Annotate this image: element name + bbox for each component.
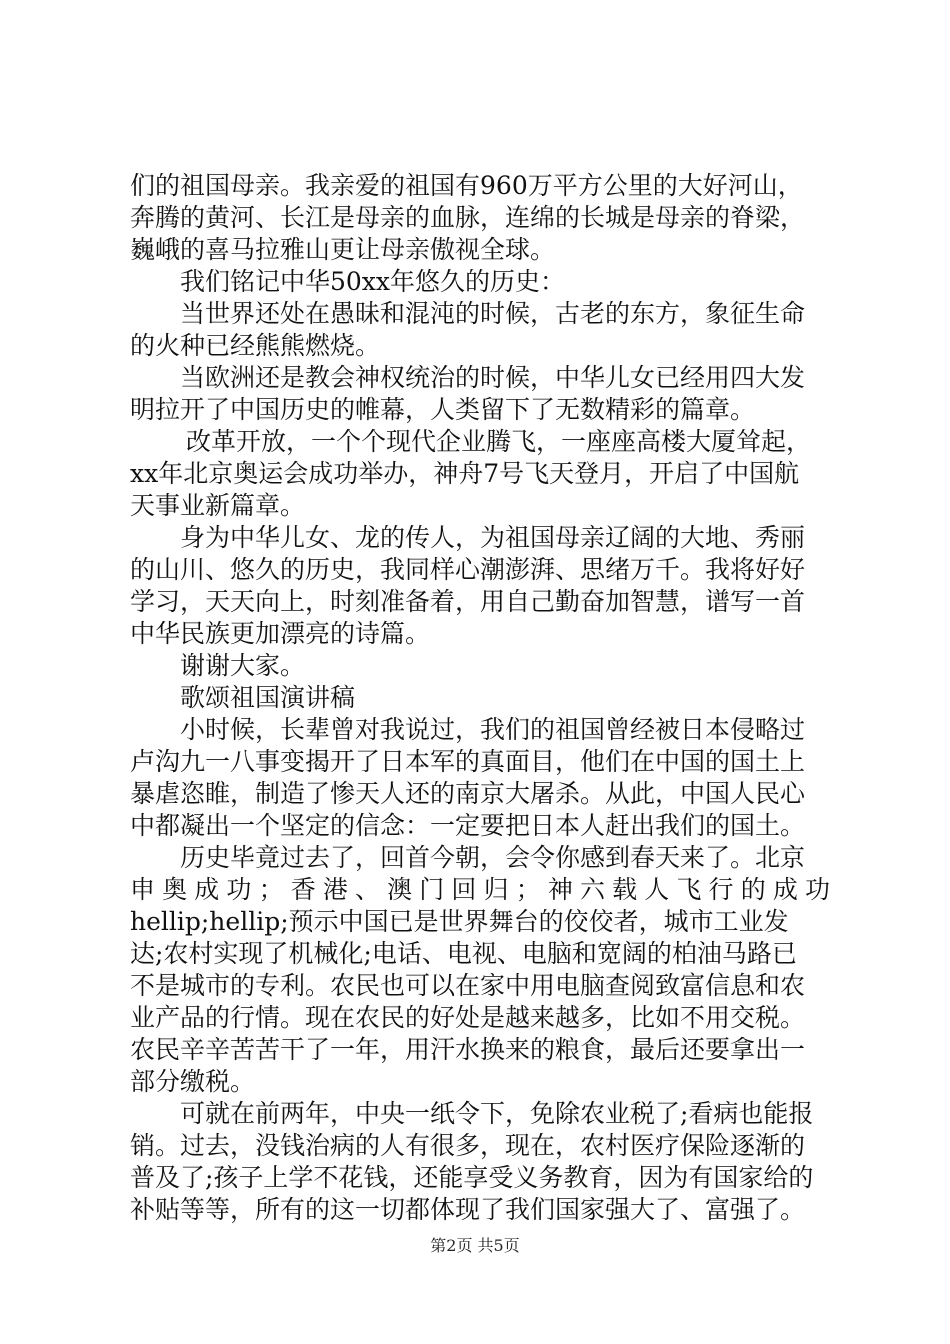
- section-title: 歌颂祖国演讲稿: [180, 683, 356, 712]
- text-line: 销。过去，没钱治病的人有很多，现在，农村医疗保险逐渐的: [130, 1131, 806, 1160]
- text-line: 小时候，长辈曾对我说过，我们的祖国曾经被日本侵略过: [180, 715, 806, 744]
- text-line: 农民辛辛苦苦干了一年，用汗水换来的粮食，最后还要拿出一: [130, 1035, 806, 1064]
- text-line: 中都凝出一个坚定的信念：一定要把日本人赶出我们的国土。: [130, 811, 806, 840]
- text-line: 谢谢大家。: [180, 651, 306, 680]
- text-line: 的山川、悠久的历史，我同样心潮澎湃、思绪万千。我将好好: [130, 555, 806, 584]
- text-line: 暴虐恣睢，制造了惨天人还的南京大屠杀。从此，中国人民心: [130, 779, 806, 808]
- text-line: 巍峨的喜马拉雅山更让母亲傲视全球。: [130, 235, 556, 264]
- text-line: 部分缴税。: [130, 1067, 256, 1096]
- text-line: 普及了;孩子上学不花钱，还能享受义务教育，因为有国家给的: [130, 1163, 814, 1192]
- text-line: 不是城市的专利。农民也可以在家中用电脑查阅致富信息和农: [130, 971, 806, 1000]
- text-line: 中华民族更加漂亮的诗篇。: [130, 619, 431, 648]
- text-line: 改革开放，一个个现代企业腾飞，一座座高楼大厦耸起，: [186, 427, 812, 456]
- text-line: 补贴等等，所有的这一切都体现了我们国家强大了、富强了。: [130, 1195, 806, 1224]
- text-line: 学习，天天向上，时刻准备着，用自己勤奋加智慧，谱写一首: [130, 587, 806, 616]
- text-line: 历史毕竟过去了，回首今朝，会令你感到春天来了。北京: [180, 843, 806, 872]
- text-line: 天事业新篇章。: [130, 491, 306, 520]
- text-line: 们的祖国母亲。我亲爱的祖国有960万平方公里的大好河山，: [130, 171, 803, 200]
- document-body: [130, 170, 830, 1226]
- text-line: 卢沟九一八事变揭开了日本军的真面目，他们在中国的国土上: [130, 747, 806, 776]
- text-line: xx年北京奥运会成功举办，神舟7号飞天登月，开启了中国航: [130, 459, 800, 488]
- text-line: 的火种已经熊熊燃烧。: [130, 331, 381, 360]
- text-line: 奔腾的黄河、长江是母亲的血脉，连绵的长城是母亲的脊梁，: [130, 203, 806, 232]
- text-line: 可就在前两年，中央一纸令下，免除农业税了;看病也能报: [180, 1099, 814, 1128]
- text-line: hellip;hellip;预示中国已是世界舞台的佼佼者，城市工业发: [130, 907, 789, 936]
- text-line: 当世界还处在愚昧和混沌的时候，古老的东方，象征生命: [180, 299, 806, 328]
- text-line: 申奥成功；香港、澳门回归；神六载人飞行的成功: [130, 875, 830, 904]
- text-line: 当欧洲还是教会神权统治的时候，中华儿女已经用四大发: [180, 363, 806, 392]
- text-line: 明拉开了中国历史的帷幕，人类留下了无数精彩的篇章。: [130, 395, 756, 424]
- text-line: 身为中华儿女、龙的传人，为祖国母亲辽阔的大地、秀丽: [180, 523, 806, 552]
- page-number-footer: 第2页 共5页: [430, 1236, 520, 1255]
- text-line: 我们铭记中华50xx年悠久的历史：: [180, 267, 566, 296]
- text-line: 业产品的行情。现在农民的好处是越来越多，比如不用交税。: [130, 1003, 806, 1032]
- text-line: 达;农村实现了机械化;电话、电视、电脑和宽阔的柏油马路已: [130, 939, 797, 968]
